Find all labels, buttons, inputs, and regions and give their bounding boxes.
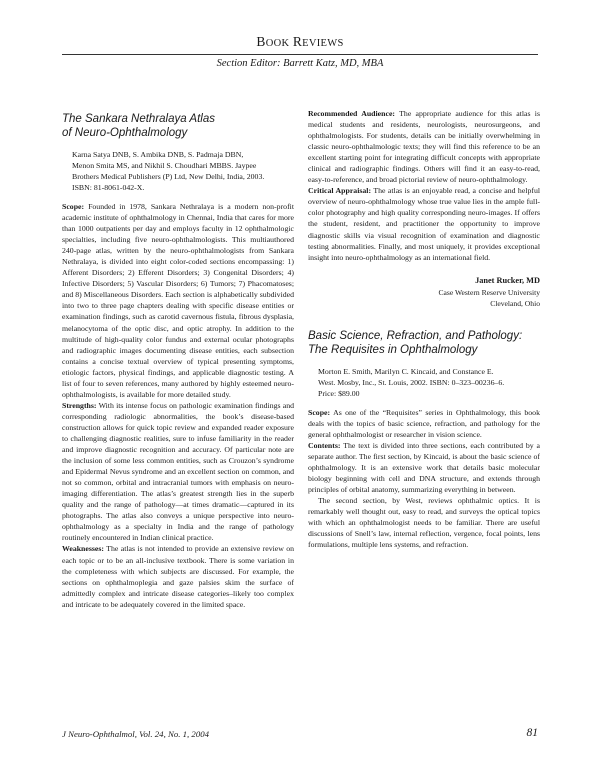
page-footer [62, 729, 538, 739]
left-column [62, 112, 294, 610]
review1-signature [308, 275, 540, 309]
review2-reference: Morton E. Smith, Marilyn C. Kincaid, and Constance E. West. Mosby, Inc., St. Louis, 2002. ISBN: 0–323–00236–6. Price: $89.00 [318, 366, 505, 398]
review1-strengths: Strengths: With its intense focus on pathologic examination findings and corresponding radiologic abnormalities, the book’s disease-based construction allows for quick topic review and expanded reader exposure to challenging diagnostic realities, sure to infuse familiarity in the reader and improve diagnostic recognition and accuracy. Of particular note are the inclusion of some less common entities, such as Crouzon’s syndrome and Epidermal Nevus syndrome and an excellent section on common, and not so common, orbital and intracranial tumors with emphasis on neuro-imaging differentiation. The atlas’s greatest strength lies in the superb quality and the range of pathology—at times dramatic—captured in its photographs. The atlas also conveys a unique perspective into neuro-ophthalmology as a specialty in India and the range of pathology routinely encountered in Indian clinical practice. [62, 400, 294, 543]
right-column [308, 108, 540, 550]
review1-reference: Karna Satya DNB, S. Ambika DNB, S. Padmaja DBN, Menon Smita MS, and Nikhil S. Choudhari MBBS. Jaypee Brothers Medical Publishers (P) Ltd, New Delhi, India, 2003. ISBN: 81-8061-042-X. [72, 150, 265, 192]
journal-citation: J Neuro-Ophthalmol, Vol. 24, No. 1, 2004 [62, 729, 210, 739]
review1-title: The Sankara Nethralaya Atlas of Neuro-Ophthalmology [62, 113, 215, 139]
review1-weaknesses: Weaknesses: The atlas is not intended to provide an extensive review on each topic or to be an all-inclusive textbook. There is some variation in the completeness with which subjects are discussed. For example, the sections on ophthalmoplegia and gaze palsies skim the surface of admittedly complex and intricate disease categories–likely too complex and intricate to be adequately covered in the limited space. [62, 544, 295, 609]
section-editor: Section Editor: Barrett Katz, MD, MBA [216, 58, 384, 69]
review2-title: Basic Science, Refraction, and Pathology: The Requisites in Ophthalmology [308, 329, 523, 356]
review2-second-section: The second section, by West, reviews ophthalmic optics. It is remarkably well thought out, easy to read, and surveys the optical topics with which an ophthalmologist needs to be familiar. There are useful discussions of Snell’s law, internal reflection, vergence, focal points, lens formulations, multiple lens systems, and refraction. [308, 496, 540, 550]
review1-appraisal: Critical Appraisal: The atlas is an enjoyable read, a concise and helpful overview of neuro-ophthalmology whose true value lies in the ample full-color photography and high quality corresponding neuro-images. If offers the student, resident, and practitioner the opportunity to improve diagnostic skills via visual recognition of examination and diagnostic testing abnormalities. Finally, and most uniquely, it provides exceptional insight into neuro-ophthalmology as an international field. [308, 186, 541, 262]
review1-audience: Recommended Audience: The appropriate audience for this atlas is medical students and residents, neurologists, neurosurgeons, and ophthalmologists. For students, details can be initially overwhelming in classic neuro-ophthalmologic texts; they will find this reference to be an excellent starting point for integrating difficult concepts with appropriate clinical and radiographic findings. Others will find it an easy-to-read, easy-to-reference, and broad pictorial review of neuro-ophthalmology. [308, 109, 540, 185]
reviewer-name: Janet Rucker, MD [475, 275, 540, 285]
header-rule [62, 54, 538, 55]
reviewer-affiliation: Case Western Reserve University [438, 287, 540, 297]
review2-contents: Contents: The text is divided into three sections, each contributed by a separate author. The first section, by Kincaid, is about the basic science of ophthalmology. It is an extensive work that details basic molecular biology beginning with cell and DNA structure, and extends through principles of orbital anatomy, summarizing everything in between. [308, 440, 540, 494]
reviewer-location: Cleveland, Ohio [490, 298, 540, 308]
review1-scope: Scope: Founded in 1978, Sankara Nethralaya is a modern non-profit academic institute of ophthalmology in Chennai, India that cares for more than 1000 outpatients per day and employs faculty in 12 ophthalmologic specialties, including five neuro-ophthalmologists. This multiauthored 240-page atlas, written by the neuro-ophthalmologists from Sankara Nethralaya, is divided into eight color-coded sections encompassing: 1) Afferent Disorders; 2) Efferent Disorders; 3) Congenital Disorders; 4) Infective Disorders; 5) Vascular Disorders; 6) Tumors; 7) Phacomatoses; and 8) Miscellaneous Disorders. Each section is alphabetically subdivided into two to three page chapters dealing with specific disease entities or examination findings, such as carotid cavernous fistula, fibrous dysplasia, melanocytoma of the optic disc, and optic atrophy. In addition to the multitude of high-quality color fundus and external ocular photographs and radiographic images documenting disease entities, each subsection contains a concise textual overview of typical presenting symptoms, etiologic factors, physical findings, and applicable diagnostic testing. A list of four to seven references, many authored by highly esteemed neuro-ophthalmologists, is available for more detailed study. [62, 202, 294, 399]
review2-scope: Scope: As one of the “Requisites” series in Ophthalmology, this book deals with the topics of basic science, refraction, and pathology for the general ophthalmologist or researcher in vision science. [308, 407, 540, 439]
section-heading: BOOK REVIEWS [256, 34, 344, 49]
page-number: 81 [526, 727, 538, 739]
